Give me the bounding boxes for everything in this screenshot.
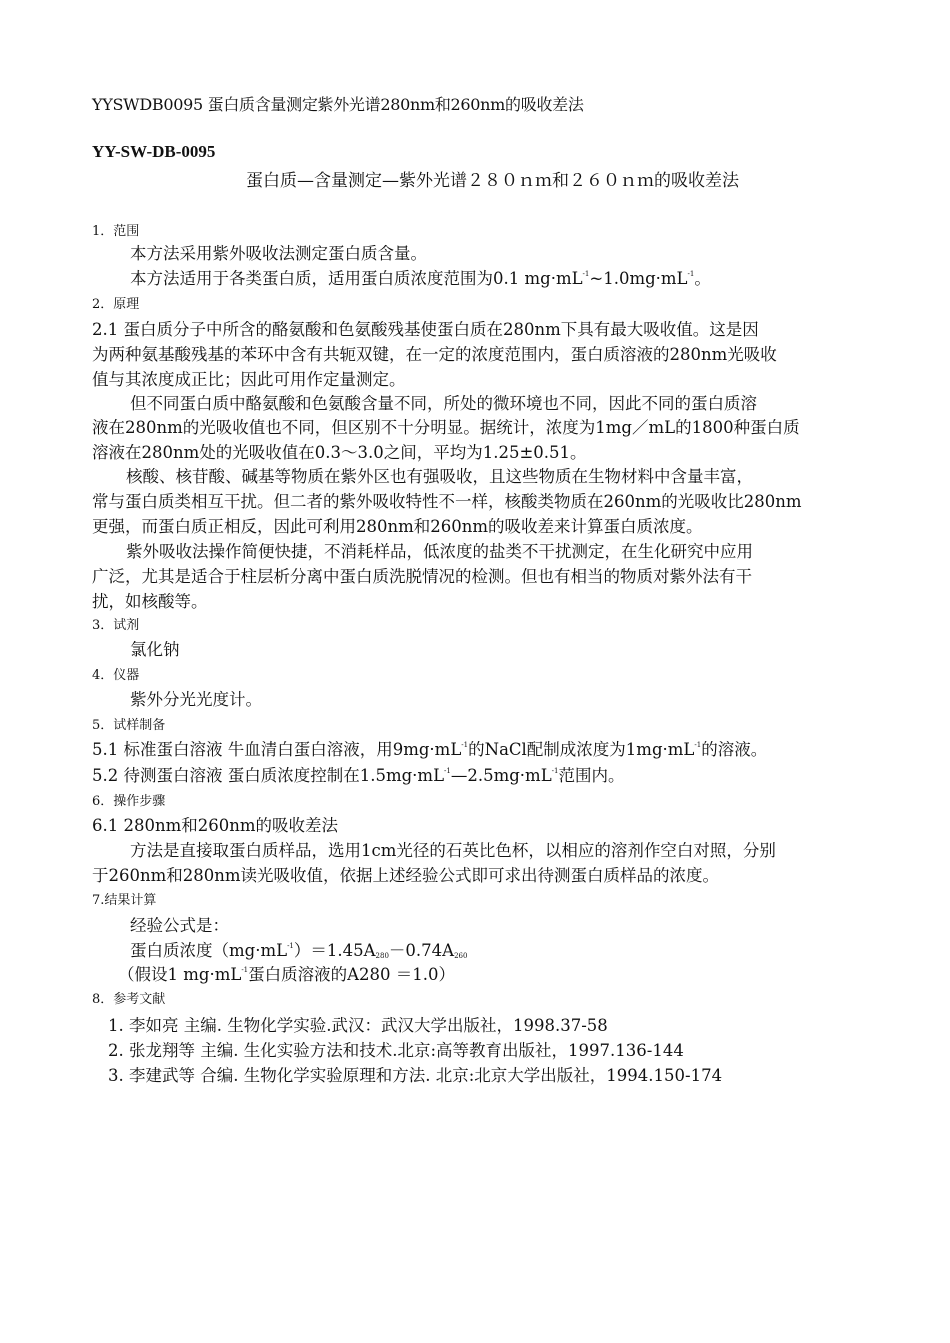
scope-line-1: 本方法采用紫外吸收法测定蛋白质含量。 (130, 244, 427, 263)
formula-assumption: （假设1 $mg\cdot mL^{-1}$蛋白质溶液的A280 ＝1.0） (118, 965, 456, 984)
sample-prep-line-1: 5.1 标准蛋白溶液 牛血清白蛋白溶液，用$9mg\cdot mL^{-1}$的NaCl配制成浓度为$1mg\cdot mL^{-1}$的溶液。 (92, 740, 768, 759)
section-heading-reagents: 3．试剂 (92, 618, 140, 633)
section-heading-references: 8．参考文献 (92, 992, 166, 1007)
procedure-line: 方法是直接取蛋白质样品，选用1cm光径的石英比色杯，以相应的溶剂作空白对照，分别 (130, 841, 776, 860)
principle-p3-line: 核酸、核苷酸、碱基等物质在紫外区也有强吸收，且这些物质在生物材料中含量丰富， (126, 467, 753, 486)
principle-p1-line: 为两种氨基酸残基的苯环中含有共轭双键，在一定的浓度范围内，蛋白质溶液的280nm光吸收 (92, 345, 777, 364)
reagent-item: 氯化钠 (130, 640, 180, 659)
instrument-item: 紫外分光光度计。 (130, 690, 262, 709)
section-heading-sample-prep: 5．试样制备 (92, 718, 166, 733)
procedure-subheading: 6.1 280nm和260nm的吸收差法 (92, 816, 339, 835)
formula-intro: 经验公式是： (130, 916, 229, 935)
reference-item: 3. 李建武等 合编. 生物化学实验原理和方法. 北京:北京大学出版社，1994.150-174 (108, 1066, 723, 1085)
document-subtitle: 蛋白质—含量测定—紫外光谱２８０ｎｍ和２６０ｎｍ的吸收差法 (246, 171, 739, 191)
principle-p3-line: 更强，而蛋白质正相反，因此可利用280nm和260nm的吸收差来计算蛋白质浓度。 (92, 517, 703, 536)
formula-line: 蛋白质浓度$(mg\cdot mL^{-1})=1.45A_{280}-0.74A_{260}$ (130, 941, 468, 960)
reference-item: 1. 李如亮 主编. 生物化学实验.武汉：武汉大学出版社，1998.37-58 (108, 1016, 608, 1035)
procedure-line: 于260nm和280nm读光吸收值，依据上述经验公式即可求出待测蛋白质样品的浓度。 (92, 866, 720, 885)
principle-p2-line: 但不同蛋白质中酪氨酸和色氨酸含量不同，所处的微环境也不同，因此不同的蛋白质溶 (130, 394, 757, 413)
principle-p4-line: 紫外吸收法操作简便快捷，不消耗样品，低浓度的盐类不干扰测定，在生化研究中应用 (126, 542, 753, 561)
section-heading-calculation: 7.结果计算 (92, 893, 157, 908)
section-heading-procedure: 6．操作步骤 (92, 794, 166, 809)
principle-p1-line: 2.1 蛋白质分子中所含的酪氨酸和色氨酸残基使蛋白质在280nm下具有最大吸收值。这是因 (92, 320, 759, 339)
section-heading-principle: 2．原理 (92, 297, 140, 312)
principle-p1-line: 值与其浓度成正比；因此可用作定量测定。 (92, 370, 406, 389)
section-heading-scope: 1．范围 (92, 224, 140, 239)
principle-p4-line: 扰，如核酸等。 (92, 592, 208, 611)
scope-line-2: 本方法适用于各类蛋白质，适用蛋白质浓度范围为0.1 $mg\cdot mL^{-1}\sim 1.0mg\cdot mL^{-1}$。 (130, 269, 711, 288)
document-top-title: YYSWDB0095 蛋白质含量测定紫外光谱280nm和260nm的吸收差法 (92, 95, 584, 114)
principle-p2-line: 液在280nm的光吸收值也不同，但区别不十分明显。据统计，浓度为1mg／mL的1800种蛋白质 (92, 418, 800, 437)
principle-p3-line: 常与蛋白质类相互干扰。但二者的紫外吸收特性不一样，核酸类物质在260nm的光吸收比280nm (92, 492, 802, 511)
section-heading-instruments: 4．仪器 (92, 668, 140, 683)
reference-item: 2. 张龙翔等 主编. 生化实验方法和技术.北京:高等教育出版社，1997.136-144 (108, 1041, 684, 1060)
sample-prep-line-2: 5.2 待测蛋白溶液 蛋白质浓度控制在$1.5mg\cdot mL^{-1}—2.5mg\cdot mL^{-1}$范围内。 (92, 766, 625, 785)
principle-p4-line: 广泛，尤其是适合于柱层析分离中蛋白质洗脱情况的检测。但也有相当的物质对紫外法有干 (92, 567, 752, 586)
principle-p2-line: 溶液在280nm处的光吸收值在0.3～3.0之间，平均为1.25±0.51。 (92, 443, 587, 462)
standard-code: YY-SW-DB-0095 (92, 142, 216, 161)
